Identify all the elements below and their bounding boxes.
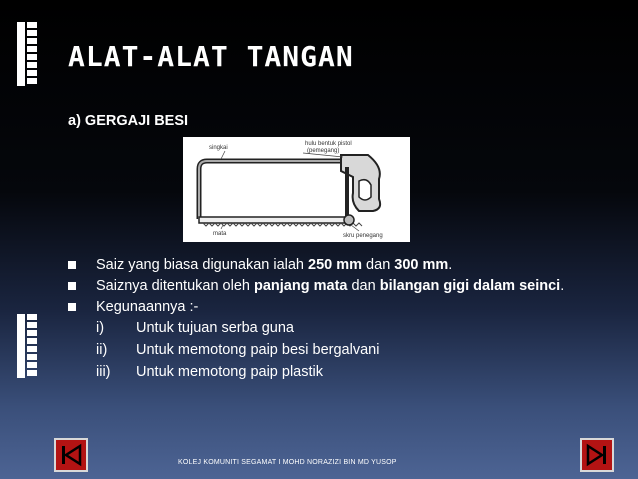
side-decoration-bottom [17, 314, 37, 378]
bullet-list [66, 257, 611, 386]
label-mata: mata [213, 231, 227, 237]
bullet-item: Saiz yang biasa digunakan ialah 250 mm dan 300 mm. [66, 257, 611, 274]
bullet-item: Kegunaannya :- [66, 299, 611, 316]
hacksaw-drawing [183, 137, 410, 242]
label-singkai: singkai [209, 145, 228, 151]
last-slide-button[interactable] [580, 438, 614, 472]
slide-subtitle: a) GERGAJI BESI [68, 113, 189, 129]
first-slide-button[interactable] [54, 438, 88, 472]
list-item: iii) Untuk memotong paip plastik [96, 364, 323, 380]
label-hulu: hulu bentuk pistol [305, 141, 352, 147]
bullet-square-icon [68, 282, 76, 290]
hacksaw-diagram [183, 137, 410, 242]
label-pemegang: (pemegang) [307, 148, 340, 154]
bullet-square-icon [68, 303, 76, 311]
uses-list [96, 320, 611, 386]
slide-title: ALAT-ALAT TANGAN [68, 40, 354, 73]
list-item: ii) Untuk memotong paip besi bergalvani [96, 342, 380, 358]
last-slide-icon [582, 440, 612, 470]
slide-footer: KOLEJ KOMUNITI SEGAMAT I MOHD NORAZIZI BIN MD YUSOP [178, 459, 397, 466]
bullet-item: Saiznya ditentukan oleh panjang mata dan bilangan gigi dalam seinci. [66, 278, 611, 295]
bullet-square-icon [68, 261, 76, 269]
label-skru: skru penegang [343, 233, 383, 239]
side-decoration-top [17, 22, 37, 86]
list-item: i) Untuk tujuan serba guna [96, 320, 294, 336]
first-slide-icon [56, 440, 86, 470]
